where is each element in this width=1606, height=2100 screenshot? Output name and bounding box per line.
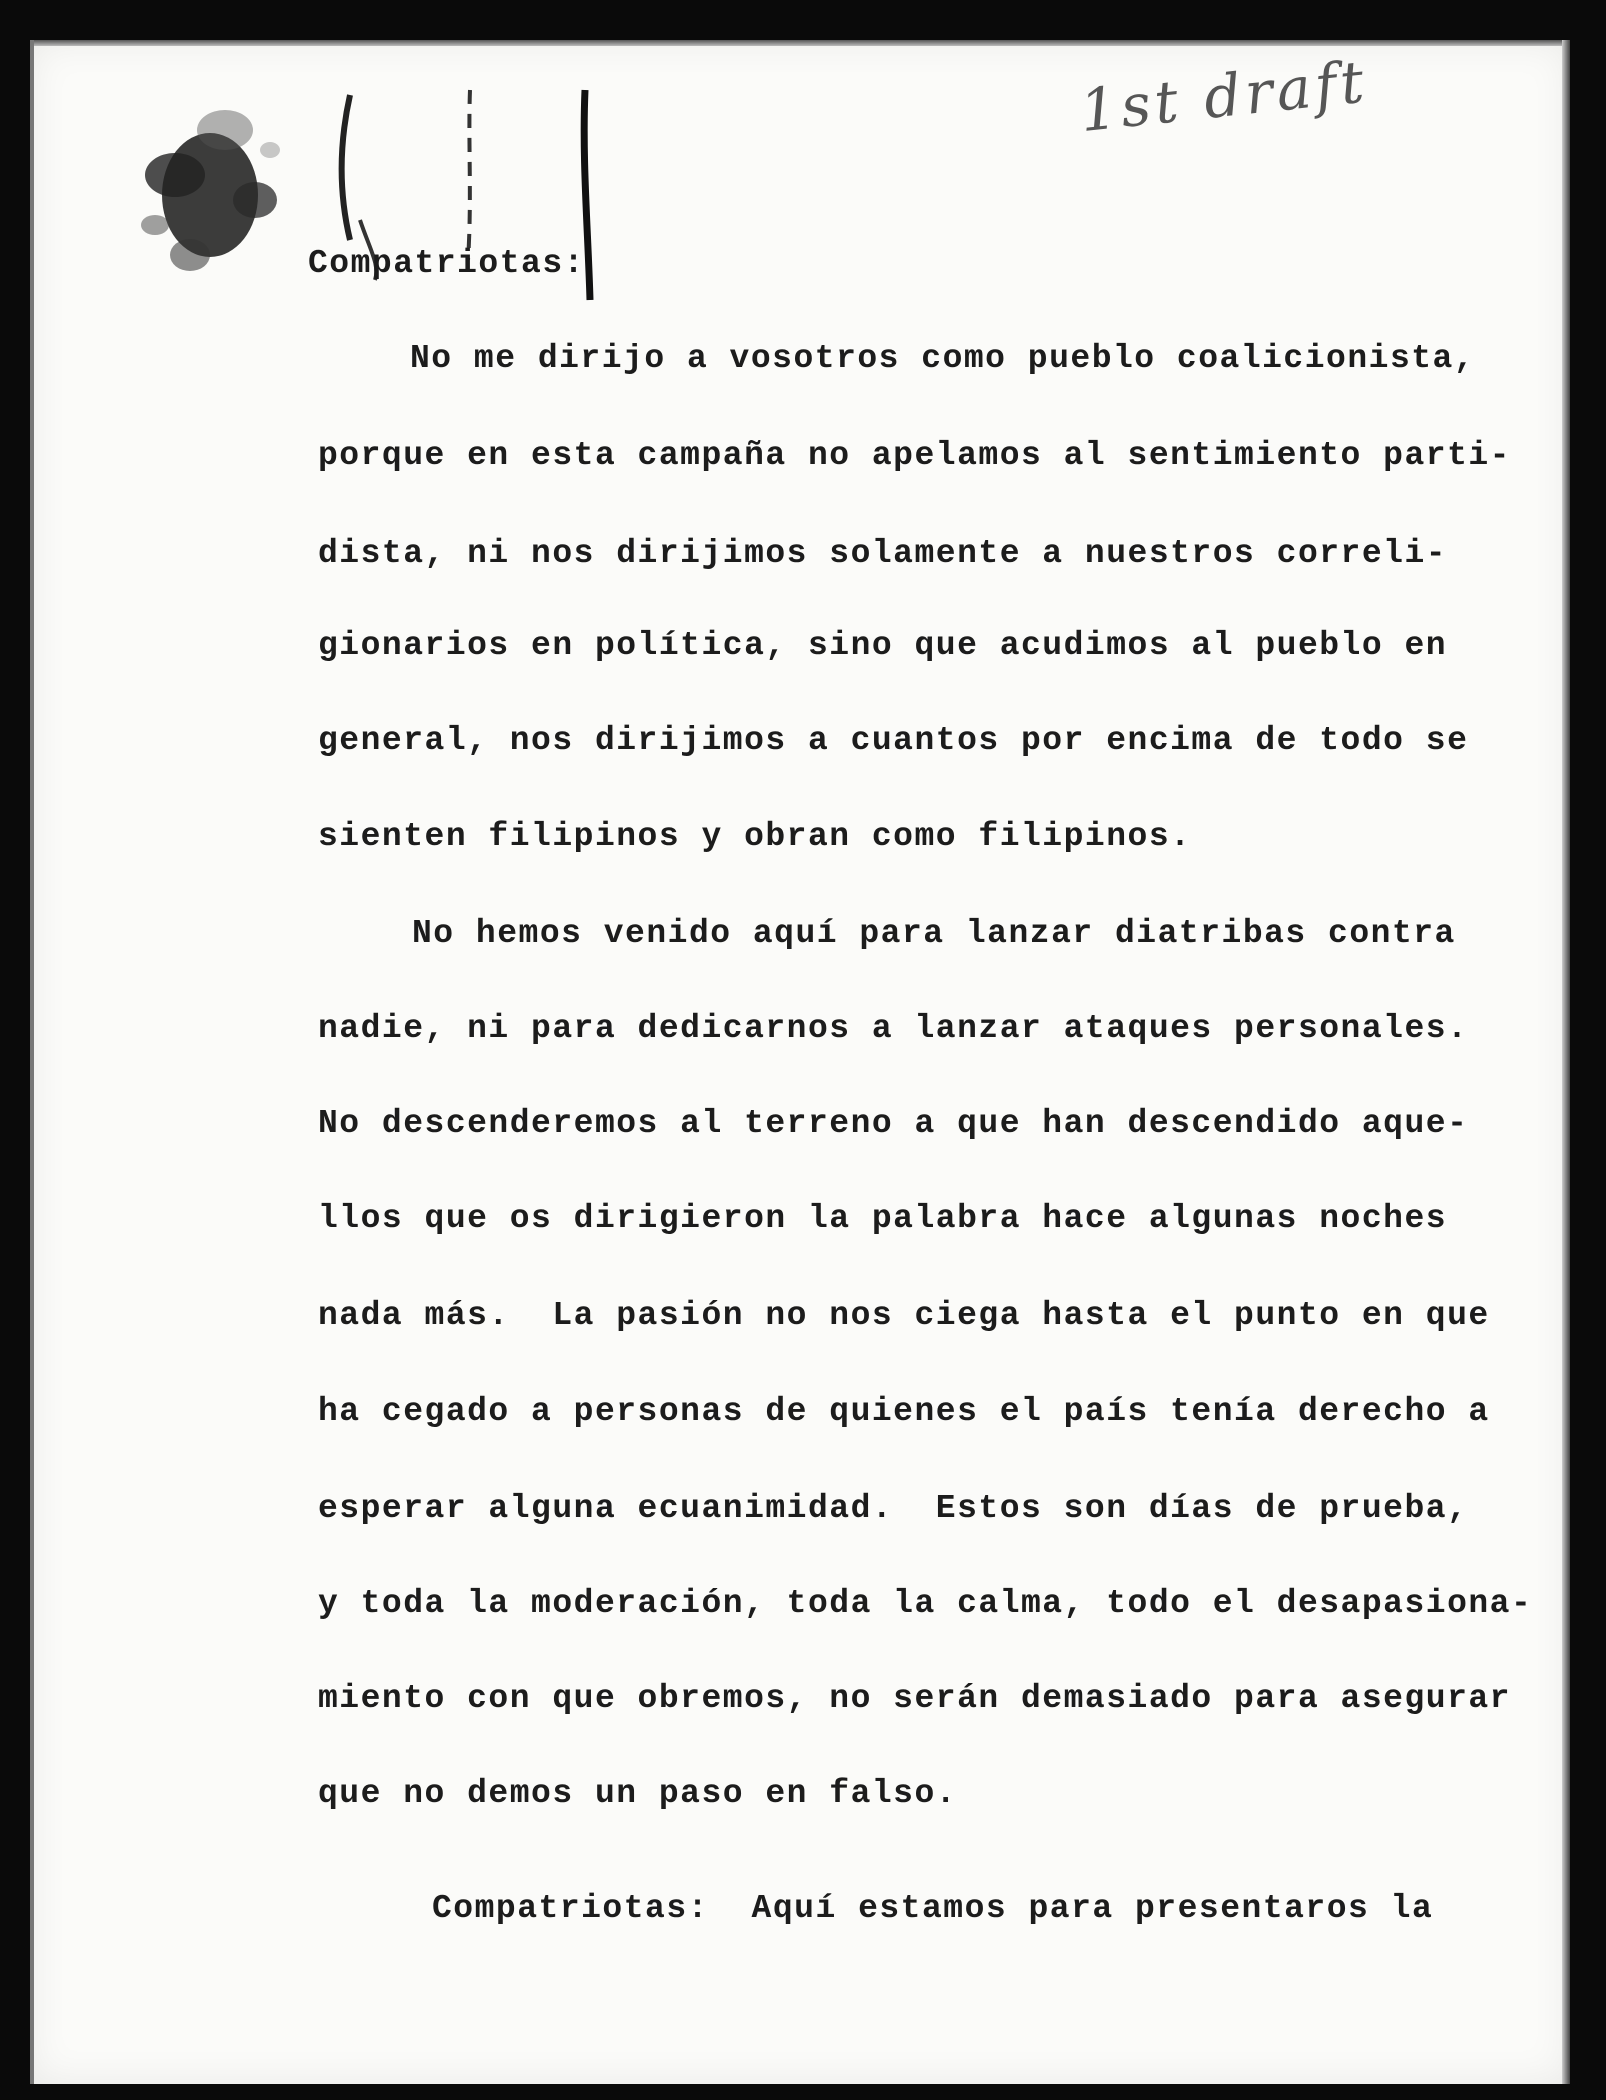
text-line: dista, ni nos dirijimos solamente a nuestros correli- xyxy=(318,535,1448,572)
text-line: que no demos un paso en falso. xyxy=(318,1775,958,1812)
paper-right-edge xyxy=(1562,40,1570,2084)
text-line: gionarios en política, sino que acudimos al pueblo en xyxy=(318,627,1448,664)
text-line: No hemos venido aquí para lanzar diatribas contra xyxy=(412,915,1456,952)
text-line: esperar alguna ecuanimidad. Estos son días de prueba, xyxy=(318,1490,1469,1527)
text-line: nada más. La pasión no nos ciega hasta el punto en que xyxy=(318,1297,1490,1334)
text-line: y toda la moderación, toda la calma, todo el desapasiona- xyxy=(318,1585,1533,1622)
paper-left-edge xyxy=(30,40,34,2084)
handwritten-annotation: 1st draft xyxy=(1076,47,1371,146)
paper-top-edge xyxy=(30,40,1570,46)
text-line: No me dirijo a vosotros como pueblo coalicionista, xyxy=(410,340,1476,377)
salutation: Compatriotas: xyxy=(308,245,585,282)
text-line: miento con que obremos, no serán demasiado para asegurar xyxy=(318,1680,1511,1717)
text-line: No descenderemos al terreno a que han descendido aque- xyxy=(318,1105,1469,1142)
text-line: nadie, ni para dedicarnos a lanzar ataques personales. xyxy=(318,1010,1469,1047)
text-line: Compatriotas: Aquí estamos para presentaros la xyxy=(432,1890,1434,1927)
ink-blot xyxy=(115,90,295,310)
text-line: llos que os dirigieron la palabra hace algunas noches xyxy=(318,1200,1448,1237)
text-line: general, nos dirijimos a cuantos por encima de todo se xyxy=(318,722,1469,759)
text-line: ha cegado a personas de quienes el país tenía derecho a xyxy=(318,1393,1490,1430)
text-line: porque en esta campaña no apelamos al sentimiento parti- xyxy=(318,437,1511,474)
text-line: sienten filipinos y obran como filipinos. xyxy=(318,818,1192,855)
